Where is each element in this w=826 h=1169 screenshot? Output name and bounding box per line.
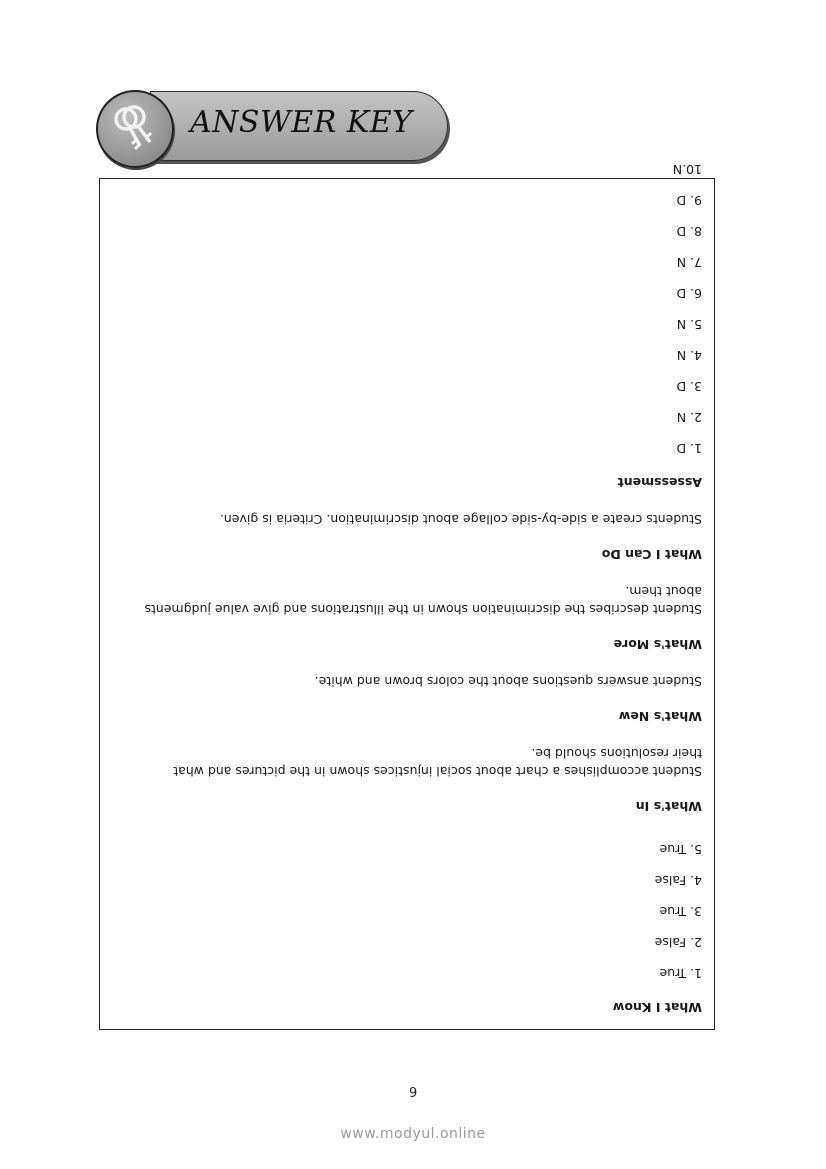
section-text-whats-in: Student accomplishes a chart about social injustices shown in the pictures and what their resolutions should be. [173, 746, 702, 779]
section-heading-what-i-can-do: What I Can Do [601, 547, 702, 562]
section-heading-assessment: Assessment [617, 475, 702, 490]
answer-key-box [99, 162, 715, 1030]
answer-item: 5. True [659, 842, 702, 857]
answer-item: 9. D [676, 193, 702, 208]
answer-item: 5. N [676, 317, 702, 332]
answer-item: 8. D [676, 224, 702, 239]
answer-item: 3. D [676, 379, 702, 394]
answer-item: 3. True [659, 904, 702, 919]
section-heading-whats-more: What's More [613, 637, 702, 652]
section-heading-what-i-know: What I Know [612, 1000, 702, 1015]
page-number: 6 [409, 1083, 418, 1098]
answer-item: 2. False [654, 935, 702, 950]
section-heading-whats-new: What's New [618, 709, 702, 724]
rotated-content [100, 162, 714, 1029]
section-text-what-i-can-do: Students create a side-by-side collage about discrimination. Criteria is given. [219, 512, 702, 527]
answer-item: 4. N [676, 348, 702, 363]
page-title: ANSWER KEY [190, 105, 413, 140]
footer-url: www.modyul.online [340, 1126, 486, 1142]
answer-item: 6. D [676, 286, 702, 301]
answer-item: 2. N [676, 410, 702, 425]
answer-item: 10.N [672, 162, 702, 177]
section-heading-whats-in: What's In [635, 799, 702, 814]
answer-item: 1. D [676, 441, 702, 456]
answer-item: 1. True [659, 966, 702, 981]
section-text-whats-new: Student answers questions about the colors brown and white. [314, 674, 702, 689]
answer-item: 4. False [654, 873, 702, 888]
section-text-whats-more: Student describes the discrimination shown in the illustrations and give value judgments about them. [144, 584, 702, 617]
answer-item: 7. N [676, 255, 702, 270]
